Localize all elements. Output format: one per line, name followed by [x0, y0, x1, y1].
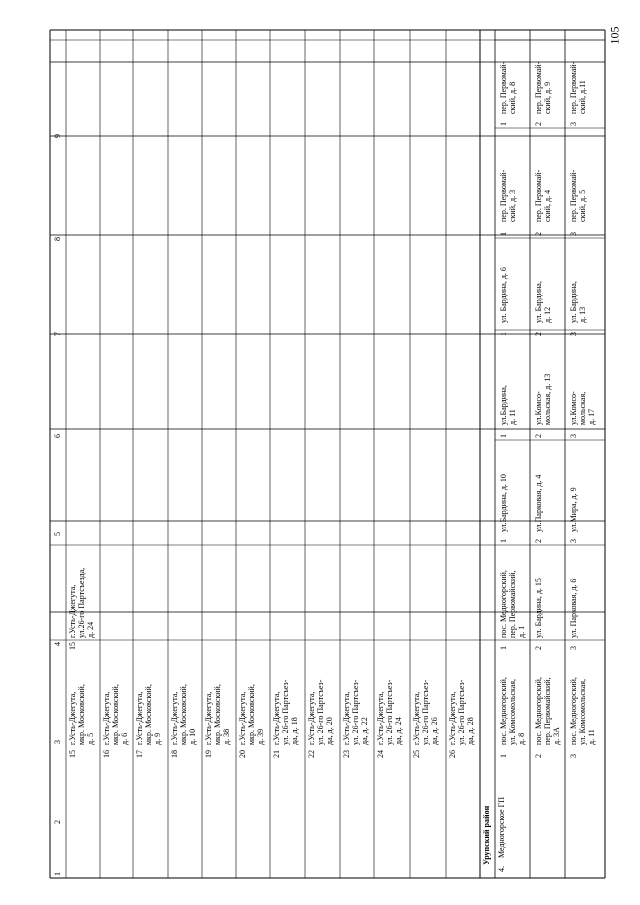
address-cell: пер. Первомай- ский, д.11	[569, 61, 587, 114]
address-cell: г.Усть-Джегута, мкр. Московский, д. 5	[68, 684, 95, 745]
address-cell: пер. Первомай- ский, д. 3	[499, 169, 517, 222]
row-number: 1	[499, 539, 508, 543]
address-cell: г.Усть-Джегута, мкр. Московский, д. 9	[135, 684, 162, 745]
address-cell: ул.Комсо- мольская, д. 13	[534, 373, 552, 425]
address-cell: ул. Бардина, д. 15	[534, 578, 543, 638]
header-number: 7	[53, 332, 62, 336]
address-cell: ул. Парковая, д. 6	[569, 578, 578, 638]
header-number: 5	[53, 532, 62, 536]
page-number: 105	[607, 26, 622, 45]
address-cell: пер. Первомай- ский, д. 9	[534, 61, 552, 114]
row-number: 21	[272, 750, 281, 758]
address-cell: г.Усть-Джегута, ул. 26-го Партсъез- да, д. 28	[448, 679, 475, 745]
address-cell: г.Усть-Джегута, мкр. Московский, д. 38	[204, 684, 231, 745]
row-number: 16	[102, 750, 111, 758]
row-number: 19	[204, 750, 213, 758]
row-number: 1	[499, 646, 508, 650]
address-cell: пос. Медногорский, пер. Первомайский, д. 3А	[534, 677, 561, 745]
section-name: Медногорское ГП	[497, 797, 506, 858]
row-number: 22	[307, 750, 316, 758]
row-number: 1	[499, 754, 508, 758]
address-cell: ул.Комсо- мольская, д. 17	[569, 391, 596, 425]
address-cell: пос. Медногорский, ул. Комсомольская, д. 11	[569, 677, 596, 745]
row-number: 2	[534, 754, 543, 758]
address-cell: пер. Первомай- ский, д. 5	[569, 169, 587, 222]
address-cell: г.Усть-Джегута, мкр. Московский, д. 10	[170, 684, 197, 745]
address-cell: ул.Парковая, д. 4	[534, 474, 543, 532]
address-cell: ул. Бардина, д. 12	[534, 281, 552, 323]
row-number: 20	[238, 750, 247, 758]
address-cell: пер. Первомай- ский, д. 8	[499, 61, 517, 114]
header-number: 3	[53, 740, 62, 744]
header-number: 2	[53, 820, 62, 824]
row-number: 3	[569, 539, 578, 543]
row-number: 3	[569, 122, 578, 126]
row-number: 2	[534, 232, 543, 236]
row-number: 3	[569, 434, 578, 438]
row-number: 3	[569, 332, 578, 336]
section-number: 4.	[497, 866, 506, 872]
row-number: 2	[534, 434, 543, 438]
row-number: 26	[448, 750, 457, 758]
header-number: 4	[53, 642, 62, 646]
address-cell: ул.Бардина, д. 11	[499, 385, 517, 425]
header-number: 9	[53, 134, 62, 138]
row-number: 1	[499, 232, 508, 236]
address-cell: г.Усть-Джегута, ул. 26-го Партсъез- да, д. 20	[307, 679, 334, 745]
address-cell: ул. Бардина, д. 13	[569, 281, 587, 323]
row-number: 15	[68, 642, 77, 650]
row-number: 2	[534, 539, 543, 543]
header-number: 1	[53, 872, 62, 876]
row-number: 23	[342, 750, 351, 758]
address-cell: г.Усть-Джегута, ул. 26-го Партсъез- да, д. 26	[412, 679, 439, 745]
row-number: 1	[499, 122, 508, 126]
address-cell: г.Усть-Джегута, ул. 26-го Партсъез- да, д. 22	[342, 679, 369, 745]
row-number: 15	[68, 750, 77, 758]
header-number: 6	[53, 434, 62, 438]
row-number: 1	[499, 332, 508, 336]
row-number: 3	[569, 232, 578, 236]
district-label: Урупский район	[482, 805, 491, 865]
row-number: 2	[534, 332, 543, 336]
row-number: 18	[170, 750, 179, 758]
address-cell: пос. Медногорский, ул. Комсомольская, д. 8	[499, 677, 526, 745]
address-cell: г.Усть-Джегута, ул.26-го Партсъезда, д. 24	[68, 567, 95, 638]
address-cell: г.Усть-Джегута, ул. 26-го Партсъез- да, д. 24	[376, 679, 403, 745]
row-number: 25	[412, 750, 421, 758]
row-number: 17	[135, 750, 144, 758]
address-cell: г.Усть-Джегута, мкр. Московский, д. 6	[102, 684, 129, 745]
address-cell: ул.Бардина, д. 10	[499, 474, 508, 532]
address-cell: ул.Мира, д. 9	[569, 487, 578, 532]
row-number: 1	[499, 434, 508, 438]
row-number: 24	[376, 750, 385, 758]
address-cell: г.Усть-Джегута, мкр. Московский, д. 39	[238, 684, 265, 745]
row-number: 2	[534, 122, 543, 126]
address-cell: пос. Медногорский, пер. Первомайский, д. 1	[499, 570, 526, 638]
address-cell: пер. Первомай- ский, д. 4	[534, 169, 552, 222]
header-number: 8	[53, 237, 62, 241]
row-number: 3	[569, 646, 578, 650]
address-cell: г.Усть-Джегута, ул. 26-го Партсъез- да, д. 18	[272, 679, 299, 745]
address-cell: ул. Бардина, д. 6	[499, 267, 508, 323]
row-number: 3	[569, 754, 578, 758]
row-number: 2	[534, 646, 543, 650]
